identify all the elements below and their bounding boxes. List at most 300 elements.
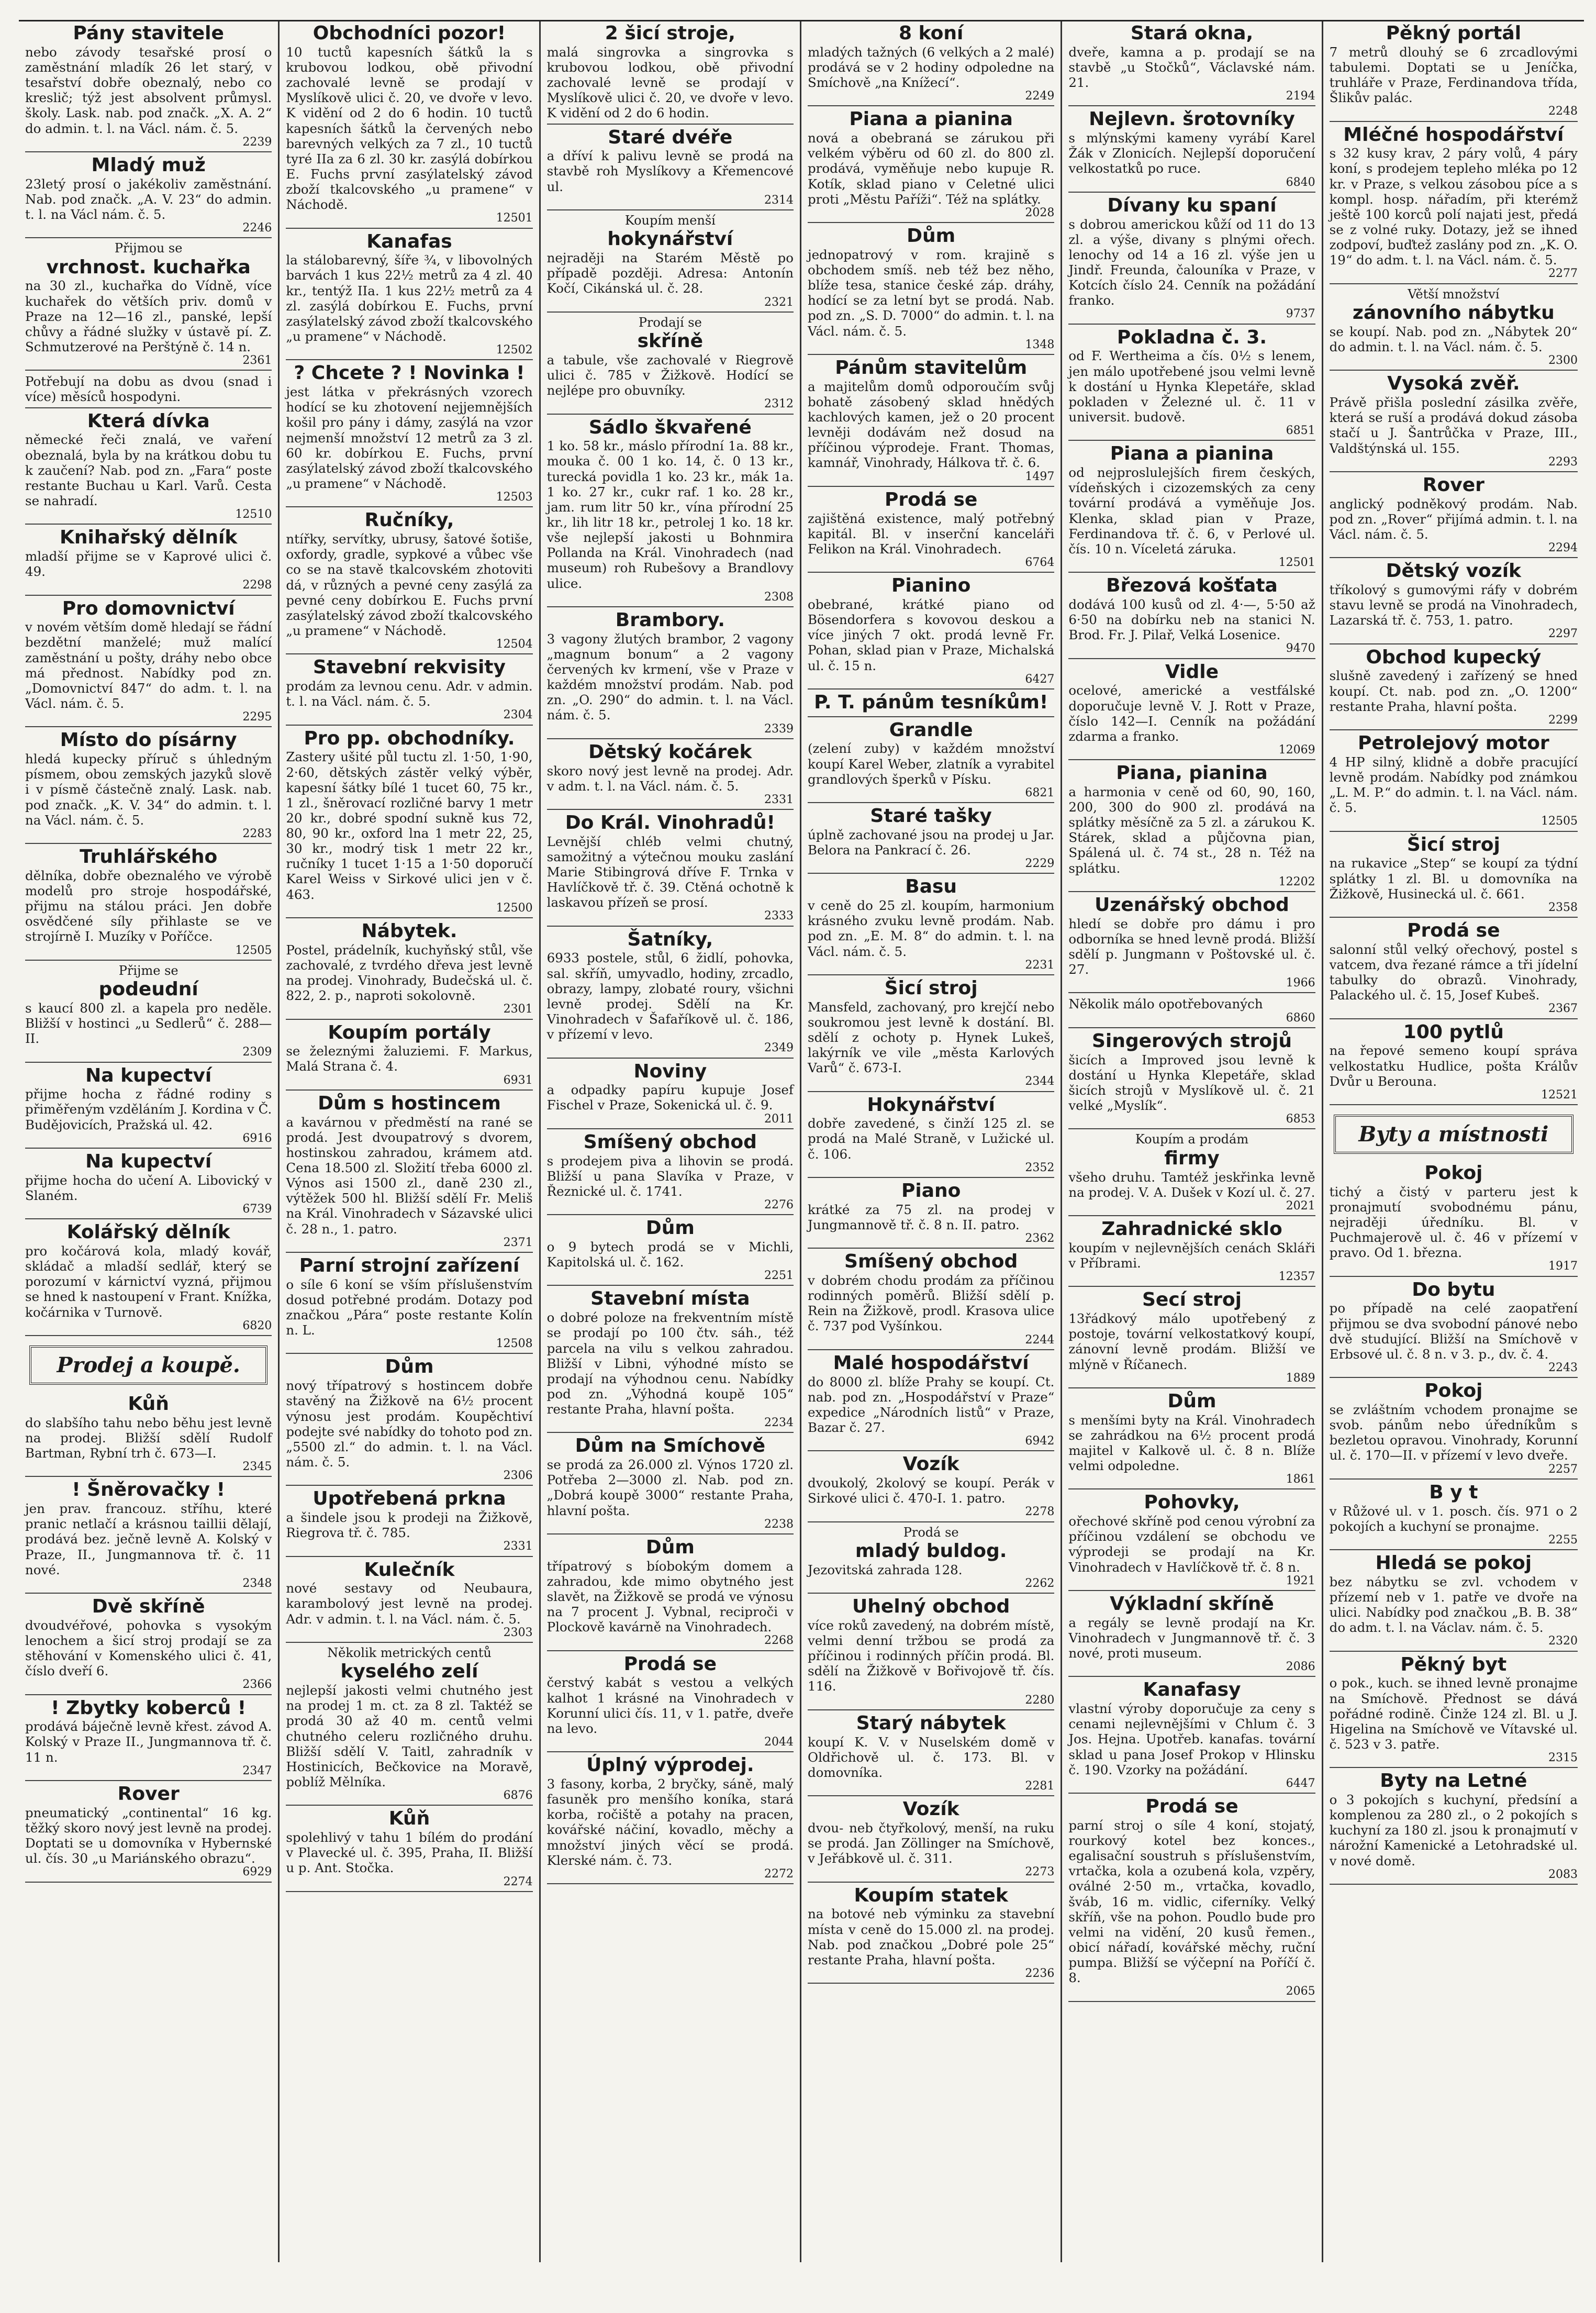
classified-ad bbox=[1068, 328, 1315, 441]
ad-number: 2194 bbox=[1286, 90, 1315, 103]
ad-heading: Obchod kupecký bbox=[1366, 646, 1542, 668]
ad-number: 2361 bbox=[242, 354, 272, 368]
ad-text: Mansfeld, zachovaný, pro krejčí nebo soukromou jest levně k dostání. Bl. sdělí z ochoty p. Hynek Lukeš, lakýrník ve vile „města Karlových Varů“ č. 673-I. bbox=[808, 999, 1055, 1076]
ad-number: 2345 bbox=[242, 1460, 272, 1474]
ad-number: 2344 bbox=[1025, 1075, 1055, 1088]
classified-ad bbox=[25, 24, 272, 152]
ad-heading: Pěkný byt bbox=[1400, 1653, 1507, 1675]
classified-ad bbox=[1068, 1493, 1315, 1591]
ad-heading: Noviny bbox=[633, 1060, 707, 1082]
ad-text: úplně zachované jsou na prodej u Jar. Belora na Pankrací č. 26. bbox=[808, 827, 1055, 858]
ad-text: od nejproslulejších firem českých, vídeňských i cizozemských za ceny tovární prodává a vyměňuje Jos. Klenka, sklad pian v Praze, Ferdinandova tř. č. 6, v Perlové ul. čís. 10 n. Víceletá záruka. bbox=[1068, 465, 1315, 557]
ad-text: 3 vagony žlutých brambor, 2 vagony „magnum bonum“ a 2 vagony červených kv krmení, vše v Praze v každém množství prodám. Nab. pod zn. „O. 290“ do admin. t. l. na Václ. nám. č. 5. bbox=[546, 631, 794, 723]
classified-ad bbox=[1330, 648, 1578, 730]
ad-number: 2277 bbox=[1548, 267, 1578, 281]
classified-ad bbox=[1068, 662, 1315, 761]
ad-number: 2352 bbox=[1025, 1161, 1055, 1174]
classified-ad bbox=[286, 1809, 532, 1892]
ad-number: 2315 bbox=[1548, 1751, 1578, 1765]
ad-heading: Stavební místa bbox=[590, 1288, 750, 1310]
ad-text: koupí K. V. v Nuselském domě v Oldřichově ul. č. 173. Bl. v domovníka. bbox=[808, 1734, 1055, 1780]
classified-ad bbox=[1068, 1392, 1315, 1490]
classified-ad bbox=[808, 978, 1054, 1092]
ad-preheading: Přijme se bbox=[118, 963, 178, 978]
newspaper-classifieds-page bbox=[19, 20, 1584, 2262]
classified-ad bbox=[25, 1066, 272, 1149]
ad-text: skoro nový jest levně na prodej. Adr. v adm. t. l. na Václ. nám. č. 5. bbox=[546, 763, 794, 794]
ad-number: 12505 bbox=[1541, 815, 1578, 828]
classified-ad bbox=[547, 930, 794, 1059]
ad-heading: Dům bbox=[907, 225, 956, 247]
ad-text: Postel, prádelník, kuchyňský stůl, vše zachovalé, z tvrdého dřeva jest levně na prodej. Vinohrady, Budečská ul. č. 822, 2. p., naproti sokolovně. bbox=[286, 942, 533, 1004]
ad-text: prodává báječně levně křest. závod A. Kolský v Praze II., Jungmannova tř. č. 11 n. bbox=[25, 1719, 272, 1765]
ad-heading: ! Zbytky koberců ! bbox=[51, 1697, 247, 1719]
classified-ad bbox=[25, 528, 272, 595]
ad-heading: Prodá se bbox=[1407, 920, 1500, 942]
ad-heading: firmy bbox=[1164, 1147, 1220, 1169]
classified-ad bbox=[1068, 1132, 1315, 1216]
classified-ad bbox=[286, 510, 532, 654]
ad-heading: Na kupectví bbox=[85, 1064, 212, 1086]
classified-ad bbox=[547, 1132, 794, 1215]
ad-heading: Dům na Smíchově bbox=[575, 1435, 766, 1457]
ad-number: 2028 bbox=[1025, 206, 1055, 219]
classified-ad bbox=[1068, 1680, 1315, 1794]
classified-ad bbox=[1330, 125, 1578, 284]
ad-heading: Hledá se pokoj bbox=[1375, 1552, 1532, 1574]
ad-heading: Ručníky, bbox=[364, 509, 454, 531]
ad-text: s mlýnskými kameny vyrábí Karel Žák v Zlonicích. Nejlepší doporučení velkostatků po ruce. bbox=[1068, 130, 1315, 176]
column-3 bbox=[541, 21, 801, 2262]
ad-heading: Dětský kočárek bbox=[588, 741, 752, 763]
ad-number: 2229 bbox=[1025, 857, 1055, 871]
ad-heading: Pokoj bbox=[1424, 1162, 1483, 1184]
ad-text: 23letý prosí o jakékoliv zaměstnání. Nab. pod značk. „A. V. 23“ do admin. t. l. na Václ nám. č. 5. bbox=[25, 176, 272, 222]
ad-number: 2306 bbox=[503, 1469, 533, 1483]
ad-number: 9470 bbox=[1286, 642, 1315, 655]
ad-heading: Dívany ku spaní bbox=[1107, 194, 1277, 216]
classified-ad bbox=[286, 1489, 532, 1556]
ad-number: 2231 bbox=[1025, 958, 1055, 972]
ad-heading: Šicí stroj bbox=[884, 977, 978, 999]
classified-ad bbox=[25, 847, 272, 961]
classified-ad bbox=[25, 1222, 272, 1336]
ad-text: Levnější chléb velmi chutný, samožitný a výtečnou mouku zaslání Marie Stibingrová dříve F. Trnka v Havlíčkově tř. č. 39. Ctěná ochotně k laskavou přízeň se prosí. bbox=[546, 833, 794, 910]
ad-number: 2283 bbox=[242, 827, 272, 840]
ad-text: o pok., kuch. se ihned levně pronajme na Smíchově. Přednost se dává pořádné rodině. Činže 124 zl. Bl. u J. Higelina na Smíchově ve Vítavské ul. č. 523 v 3. patře. bbox=[1329, 1675, 1578, 1752]
ad-number: 12505 bbox=[235, 943, 272, 957]
classified-ad bbox=[808, 1095, 1054, 1178]
ad-text: s 32 kusy krav, 2 páry volů, 4 páry koní, s prodejem tepleho mléka po 12 kr. v Praze, s velkou zásobou píce a s kompl. hosp. nářadím, při kterémž ještě 100 korců polí najati jest, předá se z volné ruky. Dotazy, jež se ihned zodpoví, buďtež zaslány pod zn. „K. O. 19“ do adm. t. l. na Václ. nám. č. 5. bbox=[1329, 146, 1578, 268]
classified-ad bbox=[1330, 1553, 1578, 1652]
ad-number: 2246 bbox=[242, 221, 272, 235]
ad-number: 2303 bbox=[503, 1626, 533, 1639]
ad-number: 12202 bbox=[1278, 875, 1315, 888]
classified-ad bbox=[286, 363, 532, 507]
ad-text: 10 tuctů kapesních šátků la s krubovou lodkou, obě přivodní zachovalé levně se prodají v Myslíkově ulici č. 20, ve dvoře v levo. K vidění od 2 do 6 hodin. 10 tuctů kapesních šátků la červených nebo barevných velkých za 7 zl., 10 tuctů tyré IIa za 6 zl. 30 kr. zasýlá dobírkou E. Fuchs první zasýlatelský závod zboží tkalcovského „u pramene“ v Náchodě. bbox=[286, 44, 533, 213]
ad-text: na botové neb výminku za stavební místa v ceně do 15.000 zl. na prodej. Nab. pod značkou „Dobré pole 25“ restante Praha, hlavní pošta. bbox=[808, 1906, 1055, 1967]
ad-heading: Zahradnické sklo bbox=[1101, 1218, 1282, 1240]
classified-ad bbox=[808, 490, 1054, 573]
ad-number: 1917 bbox=[1548, 1260, 1578, 1273]
classified-ad bbox=[25, 1597, 272, 1695]
ad-text: Jezovitská zahrada 128. bbox=[808, 1562, 963, 1577]
ad-text: v novém větším domě hledají se řádní bezdětní manželé; muž malící zaměstnání u pošty, dráhy nebo obce má přednost. Nabídky pod zn. „Domovnictví 847“ do adm. t. l. na Václ. nám. č. 5. bbox=[25, 619, 272, 711]
ad-text: 3 fasony, korba, 2 bryčky, sáně, malý fasuněk pro menšího koníka, stará korba, ročiště a potahy na pracen, kovářské náčiní, kovadlo, měchy a množství jiných věcí se prodá. Klerské nám. č. 73. bbox=[546, 1776, 794, 1868]
ad-heading: Knihařský dělník bbox=[59, 527, 238, 549]
ad-heading: B y t bbox=[1429, 1481, 1478, 1503]
ad-number: 2314 bbox=[764, 193, 794, 207]
ad-text: na řepové semeno koupí správa velkostatku Hudlice, pošta Králův Dvůr u Berouna. bbox=[1329, 1043, 1578, 1089]
ad-text: a odpadky papíru kupuje Josef Fischel v Praze, Sokenická ul. č. 9. bbox=[546, 1082, 794, 1113]
ad-text: nový třípatrový s hostincem dobře stavěný na Žižkově na 6½ procent výnosu jest prodám. Koupěchtiví podejte své nabídky do tohoto pod zn. „5500 zl.“ do admin. t. l. na Václ. nám. č. 5. bbox=[286, 1378, 533, 1470]
ad-heading: Koupím statek bbox=[854, 1884, 1008, 1906]
ad-number: 12069 bbox=[1278, 743, 1315, 757]
ad-number: 6916 bbox=[242, 1131, 272, 1145]
ad-number: 2065 bbox=[1286, 1985, 1315, 1998]
ad-number: 2086 bbox=[1286, 1660, 1315, 1674]
ad-number: 2273 bbox=[1025, 1865, 1055, 1879]
ad-text: (zelení zuby) v každém množství koupí Karel Weber, zlatník a vyrabitel grandlových šperků v Písku. bbox=[808, 741, 1055, 787]
ad-number: 2243 bbox=[1548, 1361, 1578, 1375]
ad-text: zajištěná existence, malý potřebný kapitál. Bl. v inserční kanceláři Felikon na Král. Vinohradech. bbox=[808, 510, 1055, 557]
ad-number: 2309 bbox=[242, 1046, 272, 1059]
ad-heading: ? Chcete ? ! Novinka ! bbox=[294, 362, 525, 384]
ad-text: na rukavice „Step“ se koupí za týdní splátky 1 zl. Bl. u domovníka na Žižkově, Husinecká ul. č. 661. bbox=[1329, 855, 1578, 902]
ad-heading: Šicí stroj bbox=[1407, 833, 1500, 855]
ad-number: 2021 bbox=[1286, 1199, 1315, 1213]
ad-heading: Pány stavitele bbox=[73, 23, 224, 44]
classified-ad bbox=[547, 1538, 794, 1651]
ad-number: 1861 bbox=[1286, 1473, 1315, 1486]
classified-ad bbox=[1330, 374, 1578, 472]
ad-text: do slabšího tahu nebo běhu jest levně na prodej. Bližší sdělí Rudolf Bartman, Rybní trh č. 673—I. bbox=[25, 1415, 272, 1461]
ad-heading: Březová košťata bbox=[1106, 575, 1278, 597]
ad-heading: Smíšený obchod bbox=[583, 1131, 757, 1153]
ad-text: nejraději na Starém Městě po případě později. Adresa: Antonín Kočí, Cikánská ul. č. 28. bbox=[546, 250, 794, 296]
ad-number: 2248 bbox=[1548, 105, 1578, 118]
classified-ad bbox=[25, 1698, 272, 1781]
classified-ad bbox=[808, 576, 1054, 690]
ad-heading: Dům bbox=[645, 1536, 695, 1558]
ad-heading: Pěkný portál bbox=[1386, 23, 1522, 44]
ad-text: o síle 6 koní se vším příslušenstvím dosud potřebné prodám. Dotazy pod značkou „Pára“ poste restante Kolín n. L. bbox=[286, 1276, 533, 1338]
ad-text: mladší přijme se v Kaprové ulici č. 49. bbox=[25, 549, 272, 580]
classified-ad bbox=[547, 418, 794, 607]
ad-text: bez nábytku se zvl. vchodem v přízemí neb v 1. patře ve dvoře na ulici. Nabídky pod značkou „B. B. 38“ do adm. t. l. na Václav. nám. č. 5. bbox=[1329, 1574, 1578, 1636]
ad-heading: Malé hospodářství bbox=[833, 1352, 1029, 1374]
classified-ad bbox=[808, 1526, 1054, 1594]
ad-number: 12357 bbox=[1278, 1270, 1315, 1284]
ad-text: Zastery ušité půl tuctu zl. 1·50, 1·90, 2·60, dětských zástěr velký výběr, kapesní šátky bílé 1 tucet 60, 75 kr., 1 zl., šněrovací rozličné barvy 1 metr 20 kr., dobré spodní sukně kus 72, 80, 90 kr., oxford lna 1 metr 22, 25, 30 kr., modrý tisk 1 metr 22 kr., ručníky 1 tucet 1·15 a 1·50 doporučí Karel Weiss v Sirkové ulici jen v č. 463. bbox=[286, 749, 533, 902]
classified-ad bbox=[1330, 561, 1578, 644]
ad-text: o 9 bytech prodá se v Michli, Kapitolská ul. č. 162. bbox=[546, 1239, 794, 1270]
classified-ad bbox=[1068, 895, 1315, 994]
ad-text: 7 metrů dlouhý se 6 zrcadlovými tabulemi. Doptati se u Jeníčka, truhláře v Praze, Ferdinandova třída, Šlikův palác. bbox=[1329, 44, 1578, 106]
ad-heading: Do bytu bbox=[1412, 1278, 1495, 1300]
ad-heading: skříně bbox=[637, 330, 704, 352]
classified-ad bbox=[25, 155, 272, 238]
ad-text: salonní stůl velký ořechový, postel s vatcem, dva řezané rámce a tři jídelní tabulky do obrazů. Vinohrady, Palackého ul. č. 15, Josef Kubeš. bbox=[1329, 941, 1578, 1003]
ad-heading: Prodá se bbox=[1145, 1796, 1238, 1818]
ad-text: vlastní výroby doporučuje za ceny s cenami nejlevnějšími v Chlum č. 3 Jos. Hejna. Upotřeb. kanafas. tovární sklad u pana Josef Prokop v Hlinsku č. 190. Vzorky na požádání. bbox=[1068, 1701, 1315, 1777]
ad-heading: Kůň bbox=[128, 1393, 169, 1415]
ad-heading: Pianino bbox=[891, 575, 971, 597]
ad-heading: Byty na Letné bbox=[1380, 1770, 1527, 1792]
ad-heading: Vysoká zvěř. bbox=[1387, 373, 1520, 395]
ad-text: dvoukolý, 2kolový se koupí. Perák v Sirkové ulici č. 470-I. 1. patro. bbox=[808, 1475, 1055, 1506]
ad-text: dělníka, dobře obeznalého ve výrobě modelů pro stroje hospodářské, přijmu na stálou práci. Jen dobře osvědčené síly přihlaste se ve strojírně I. Muzíky v Poříčce. bbox=[25, 868, 272, 944]
ad-heading: Dům bbox=[1167, 1390, 1216, 1412]
ad-text: prodám za levnou cenu. Adr. v admin. t. l. na Václ. nám. č. 5. bbox=[286, 679, 533, 709]
ad-text: se železnými žaluziemi. F. Markus, Malá Strana č. 4. bbox=[286, 1043, 533, 1074]
ad-text: krátké za 75 zl. na prodej v Jungmannově tř. č. 8 n. II. patro. bbox=[808, 1202, 1055, 1232]
classified-ad bbox=[1068, 109, 1315, 192]
ad-text: v dobrém chodu prodám za příčinou rodinných poměrů. Bližší sdělí p. Rein na Žižkově, prodl. Krasova ulice č. 737 pod Vyšínkou. bbox=[808, 1273, 1055, 1334]
classified-ad bbox=[808, 1353, 1054, 1452]
classified-ad bbox=[25, 964, 272, 1063]
ad-heading: Piano bbox=[901, 1180, 961, 1202]
ad-heading: 2 šicí stroje, bbox=[605, 23, 735, 44]
ad-text: ořechové skříně pod cenou výrobní za příčinou vzdálení se obchodu ve výprodeji se prodají na Kr. Vinohradech v Havlíčkově tř. č. 8 n. bbox=[1068, 1514, 1315, 1575]
ad-heading: Grandle bbox=[889, 719, 973, 741]
classified-ad bbox=[808, 1454, 1054, 1522]
ad-number: 2083 bbox=[1548, 1867, 1578, 1881]
classified-ad bbox=[808, 693, 1054, 717]
ad-text: přijme hocha do učení A. Libovický v Slaném. bbox=[25, 1172, 272, 1203]
ad-heading: Pokoj bbox=[1424, 1380, 1483, 1402]
ad-heading: Dům s hostincem bbox=[318, 1092, 501, 1114]
classified-ad bbox=[25, 1784, 272, 1883]
ad-text: více roků zavedený, na dobrém místě, velmi denní tržbou se prodá za příčinou i rodinných příčin prodá. Bl. sdělí na Žižkově v Bořivojově tř. čís. 116. bbox=[808, 1617, 1055, 1694]
ad-heading: Rover bbox=[117, 1783, 180, 1805]
ad-heading: vrchnost. kuchařka bbox=[46, 256, 251, 278]
classified-ad bbox=[1330, 1381, 1578, 1480]
ad-text: třípatrový s bíobokým domem a zahradou, kde mimo obytného jest slavět, na Žižkově se prodá ve výnosu na 7 procent J. Vybnal, reciproči v Plockově kavárně na Vinohradech. bbox=[546, 1558, 794, 1635]
ad-heading: Upotřebená prkna bbox=[312, 1488, 506, 1510]
ad-number: 2367 bbox=[1548, 1002, 1578, 1016]
ad-heading: Secí stroj bbox=[1142, 1289, 1242, 1311]
ad-text: a harmonia v ceně od 60, 90, 160, 200, 300 do 900 zl. prodává na splátky měsíčně za 5 zl. a zárukou K. Stárek, sklad a půjčovna pian, Spálená ul. č. 74 st., 28 n. Též na splátku. bbox=[1068, 784, 1315, 876]
classified-ad bbox=[1330, 921, 1578, 1019]
ad-number: 2298 bbox=[242, 579, 272, 592]
ad-text: a tabule, vše zachovalé v Riegrově ulici č. 785 v Žižkově. Hodící se nejlépe pro obuvníky. bbox=[546, 352, 794, 398]
ad-text: nejlepší jakosti velmi chutného jest na prodej 1 m. ct. za 8 zl. Taktéž se prodá 30 až 40 m. centů velmi chutného celeru rozličného druhu. Bližší sdělí V. Taitl, zahradník v Hostinicích, Bečkovice na Moravě, poblíž Mělníka. bbox=[286, 1683, 533, 1789]
ad-heading: Obchodníci pozor! bbox=[312, 23, 506, 44]
ad-number: 2308 bbox=[764, 590, 794, 604]
ad-heading: Dvě skříně bbox=[92, 1596, 205, 1617]
ad-number: 2304 bbox=[503, 708, 533, 722]
classified-ad bbox=[1330, 1163, 1578, 1277]
classified-ad bbox=[286, 1256, 532, 1354]
classified-ad bbox=[1068, 1594, 1315, 1677]
ad-text: od F. Wertheima a čís. 0½ s lenem, jen málo upotřebené jsou velmi levně k dostání u Hynka Klepetáře, sklad pokladen v Železné ul. č. 11 v universit. budově. bbox=[1068, 348, 1315, 425]
ad-text: hledí se dobře pro dámu i pro odborníka se hned levně prodá. Bližší sdělí p. Jungmann v Poštovské ul. č. 27. bbox=[1068, 916, 1315, 977]
ad-heading: podeudní bbox=[98, 978, 198, 1000]
classified-ad bbox=[808, 24, 1054, 106]
classified-ad bbox=[1068, 24, 1315, 106]
ad-heading: Brambory. bbox=[615, 609, 725, 631]
column-6 bbox=[1323, 21, 1584, 2262]
ad-number: 12501 bbox=[1278, 555, 1315, 569]
classified-ad bbox=[1330, 1022, 1578, 1105]
ad-text: malá singrovka a singrovka s krubovou lodkou, obě přivodní zachovalé levně se prodají v Myslíkově ulici č. 20, ve dvoře v levo. K vidění od 2 do 6 hodin. bbox=[546, 44, 794, 121]
classified-ad bbox=[808, 358, 1054, 487]
ad-text: o dobré poloze na frekventním místě se prodají po 100 čtv. sáh., též parcela na vilu s velkou zahradou. Bližší v Libni, výhodné místo se prodají na výhodnou cenu. Nabídky pod zn. „Výhodná koupě 105“ restante Praha, hlavní pošta. bbox=[546, 1310, 794, 1417]
classified-ad bbox=[286, 729, 532, 918]
ad-number: 2347 bbox=[242, 1764, 272, 1777]
ad-heading: Do Král. Vinohradů! bbox=[565, 811, 775, 833]
ad-number: 2244 bbox=[1025, 1333, 1055, 1347]
section-heading: Prodej a koupě. bbox=[29, 1345, 267, 1385]
classified-ad bbox=[808, 806, 1054, 874]
ad-text: slušně zavedený i zařízený se hned koupí. Ct. nab. pod zn. „O. 1200“ restante Praha, hlavní pošta. bbox=[1329, 668, 1578, 714]
classified-ad bbox=[286, 1094, 532, 1253]
ad-heading: Pokladna č. 3. bbox=[1117, 326, 1267, 348]
classified-ad bbox=[547, 24, 794, 125]
ad-number: 6447 bbox=[1286, 1776, 1315, 1790]
ad-number: 2297 bbox=[1548, 627, 1578, 641]
ad-heading: Dům bbox=[645, 1217, 695, 1239]
column-5 bbox=[1062, 21, 1323, 2262]
ad-text: s dobrou americkou kůží od 11 do 13 zl. a výše, divany s plnými ořech. lenochy od 14 a 16 zl. výše jen u Jindř. Freunda, čalouníka v Praze, v Kotcích číslo 24. Cenník na požádání franko. bbox=[1068, 216, 1315, 308]
ad-text: dvou- neb čtyřkolový, menší, na ruku se prodá. Jan Zöllinger na Smíchově, v Jeřábkově ul. č. 311. bbox=[808, 1820, 1055, 1866]
classified-ad bbox=[286, 1023, 532, 1091]
ad-preheading: Koupím a prodám bbox=[1135, 1132, 1249, 1147]
ad-text: všeho druhu. Tamtéž jeskřinka levně na prodej. V. A. Dušek v Kozí ul. č. 27. bbox=[1068, 1169, 1315, 1200]
ad-heading: Stará okna, bbox=[1130, 23, 1254, 44]
ad-heading: Která dívka bbox=[87, 410, 210, 432]
ad-preheading: Větší množství bbox=[1408, 286, 1500, 302]
classified-ad bbox=[25, 730, 272, 844]
ad-heading: 100 pytlů bbox=[1403, 1021, 1504, 1043]
ad-number: 2236 bbox=[1025, 1966, 1055, 1980]
ad-number: 6820 bbox=[242, 1319, 272, 1332]
classified-ad bbox=[547, 1755, 794, 1884]
classified-ad bbox=[1330, 24, 1578, 122]
ad-text: 6933 postele, stůl, 6 židlí, pohovka, sal. skříň, umyvadlo, hodiny, zrcadlo, obrazy, lampy, zlobaté roury, všichni levně prodej. Sdělí na Kr. Vinohradech v Šafaříkově ul. č. 186, v přízemí v levo. bbox=[546, 950, 794, 1042]
ad-text: 1 ko. 58 kr., máslo přírodní 1a. 88 kr., mouka č. 00 1 ko. 14, č. 0 13 kr., turecká povidla 1 ko. 23 kr., mák 1a. 1 ko. 27 kr., cukr raf. 1 ko. 28 kr., jam. rum litr 50 kr., vína přírodní 25 kr., lih litr 18 kr., petrolej 1 ko. 18 kr. vše nejlepší jakosti u Bohnmira Pollanda na Král. Vinohradech (nad museum) roh Rubešovy a Brandlovy ulice. bbox=[546, 438, 794, 591]
classified-ad bbox=[808, 1181, 1054, 1249]
ad-text: 4 HP silný, klidně a dobře pracující levně prodám. Nabídky pod známkou „L. M. P.“ do admin. t. l. na Václ. nám. č. 5. bbox=[1329, 754, 1578, 816]
ad-text: anglický podněkový prodám. Nab. pod zn. „Rover“ přijímá admin. t. l. na Václ. nám. č. 5. bbox=[1329, 496, 1578, 542]
classified-ad bbox=[286, 1646, 532, 1806]
classified-ad bbox=[286, 921, 532, 1020]
ad-text: koupím v nejlevnějších cenách Skláři v Příbrami. bbox=[1068, 1240, 1315, 1271]
ad-heading: Prodá se bbox=[623, 1653, 717, 1675]
ad-heading: Sádlo škvařené bbox=[588, 416, 752, 438]
ad-number: 6764 bbox=[1025, 555, 1055, 569]
ad-text: jest látka v překrásných vzorech hodící se ku zhotovení nejjemnějších košil pro pány i dámy, zasýlá na vzor nejmenší množství 12 metrů za 3 zl. 60 kr. dobírkou E. Fuchs, první zasýlatelský závod zboží tkalcovského „u pramene“ v Náchodě. bbox=[286, 384, 533, 491]
ad-heading: Uzenářský obchod bbox=[1095, 894, 1289, 916]
ad-number: 2294 bbox=[1548, 541, 1578, 555]
classified-ad bbox=[547, 742, 794, 810]
ad-number: 2281 bbox=[1025, 1780, 1055, 1793]
ad-text: nová a obebraná se zárukou při velkém výběru od 60 zl. do 800 zl. prodává, vyměňuje nebo kupuje R. Kotík, sklad piano v Celetné ulici proti „Městu Paříži“. Též na splátky. bbox=[808, 130, 1055, 207]
ad-number: 2268 bbox=[764, 1634, 794, 1648]
ad-heading: Kulečník bbox=[364, 1559, 455, 1581]
classified-ad bbox=[547, 1436, 794, 1534]
classified-ad bbox=[25, 412, 272, 525]
ad-number: 2044 bbox=[764, 1736, 794, 1749]
ad-heading: Piana a pianina bbox=[849, 108, 1013, 130]
classified-ad bbox=[1330, 287, 1578, 371]
ad-heading: mladý buldog. bbox=[855, 1540, 1007, 1562]
classified-ad bbox=[25, 1394, 272, 1477]
ad-text: přijme hocha z řádné rodiny s přiměřeným vzděláním J. Kordina v Č. Budějovicích, Pražská ul. 42. bbox=[25, 1086, 272, 1132]
ad-text: hledá kupecky příruč s úhledným písmem, obou zemských jazyků slově i v písmě částečně znalý. Lask. nab. pod značk. „K. V. 34“ do admin. t. l. na Václ. nám. č. 5. bbox=[25, 751, 272, 828]
classified-ad bbox=[808, 720, 1054, 803]
ad-heading: Kanafas bbox=[366, 230, 452, 252]
classified-ad bbox=[547, 1289, 794, 1433]
classified-ad bbox=[808, 877, 1054, 975]
ad-text: po případě na celé zaopatření přijmou se dva svobodní pánové nebo dvě studující. Bližší na Smíchově v Erbsové ul. č. 8 n. v 3. p., dv. č. 4. bbox=[1329, 1300, 1578, 1362]
classified-ad bbox=[25, 1480, 272, 1594]
ad-heading: Koupím portály bbox=[328, 1021, 491, 1043]
ad-preheading: Prodá se bbox=[903, 1525, 959, 1540]
ad-number: 2366 bbox=[242, 1678, 272, 1692]
ad-heading: Stavební rekvisity bbox=[313, 657, 506, 679]
classified-ad bbox=[808, 1252, 1054, 1350]
ad-preheading: Koupím menší bbox=[624, 213, 716, 228]
ad-heading: Staré dvéře bbox=[608, 126, 733, 148]
classified-ad bbox=[1068, 1219, 1315, 1287]
ad-number: 6942 bbox=[1025, 1434, 1055, 1448]
classified-ad bbox=[808, 1799, 1054, 1882]
classified-ad bbox=[547, 1218, 794, 1286]
classified-ad bbox=[25, 241, 272, 371]
classified-ad bbox=[808, 109, 1054, 223]
ad-text: nové sestavy od Neubaura, karambolový jest levně na prodej. Adr. v admin. t. l. na Václ. nám. č. 5. bbox=[286, 1581, 533, 1627]
section-heading: Byty a místnosti bbox=[1334, 1115, 1573, 1154]
ad-number: 1348 bbox=[1025, 338, 1055, 351]
ad-number: 2295 bbox=[242, 710, 272, 724]
classified-ad bbox=[547, 813, 794, 927]
classified-ad bbox=[1068, 1031, 1315, 1130]
ad-number: 12504 bbox=[496, 638, 533, 651]
classified-ad bbox=[286, 658, 532, 725]
classified-ad bbox=[1068, 763, 1315, 892]
ad-text: se prodá za 26.000 zl. Výnos 1720 zl. Potřeba 2—3000 zl. Nab. pod zn. „Dobrá koupě 3000“ restante Praha, hlavní pošta. bbox=[546, 1457, 794, 1518]
ad-number: 2262 bbox=[1025, 1576, 1055, 1590]
ad-number: 2331 bbox=[764, 793, 794, 806]
ad-number: 2293 bbox=[1548, 455, 1578, 469]
ad-number: 12508 bbox=[496, 1337, 533, 1351]
classified-ad bbox=[1068, 996, 1315, 1028]
ad-heading: Pohovky, bbox=[1144, 1492, 1240, 1514]
ad-number: 12521 bbox=[1541, 1088, 1578, 1102]
ad-heading: Kanafasy bbox=[1143, 1679, 1241, 1701]
ad-text: tichý a čistý v parteru jest k pronajmutí svobodnému pánu, nejraději úředníku. Bl. v Puchmajerově ul. č. 46 v přízemí v pravo. Od 1. března. bbox=[1329, 1184, 1578, 1261]
ad-text: pneumatický „continental“ 16 kg. těžký skoro nový jest levně na prodej. Doptati se u domovníka v Hybernské ul. čís. 30 „u Mariánského obrazu“. bbox=[25, 1805, 272, 1866]
ad-number: 2333 bbox=[764, 909, 794, 923]
ad-number: 12510 bbox=[235, 508, 272, 521]
ad-heading: Piana, pianina bbox=[1116, 762, 1268, 784]
ad-text: a dříví k palivu levně se prodá na stavbě roh Myslíkovy a Křemencové ul. bbox=[546, 148, 794, 194]
classified-ad bbox=[1068, 576, 1315, 659]
ad-text: se koupí. Nab. pod zn. „Nábytek 20“ do admin. t. l. na Václ. nám. č. 5. bbox=[1329, 324, 1578, 354]
ad-text: v Růžové ul. v 1. posch. čís. 971 o 2 pokojích a kuchyní se pronajme. bbox=[1329, 1503, 1578, 1534]
ad-number: 6853 bbox=[1286, 1113, 1315, 1126]
ad-number: 6929 bbox=[242, 1865, 272, 1879]
ad-heading: Na kupectví bbox=[85, 1150, 212, 1172]
ad-number: 6840 bbox=[1286, 175, 1315, 189]
ad-number: 2011 bbox=[764, 1112, 794, 1126]
ad-number: 2257 bbox=[1548, 1462, 1578, 1476]
ad-number: 12502 bbox=[496, 343, 533, 357]
ad-number: 2278 bbox=[1025, 1505, 1055, 1519]
ad-number: 1921 bbox=[1286, 1574, 1315, 1587]
